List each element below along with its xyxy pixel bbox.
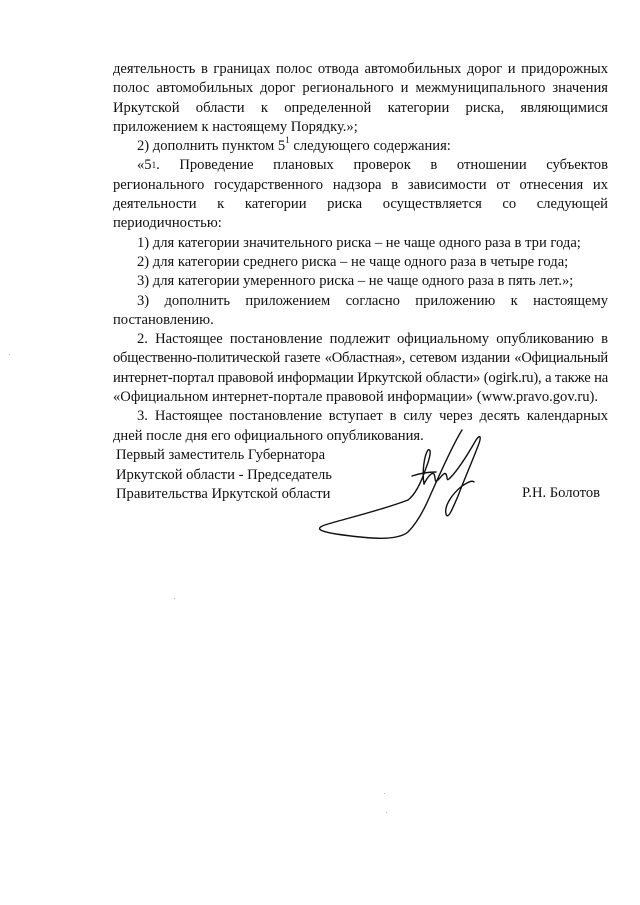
scan-speck (384, 793, 385, 794)
list-item: 1) для категории значительного риска – не чаще одного раза в три года; (137, 234, 581, 251)
text-line: интернет-портал правовой информации Иркутской области» (ogirk.ru), а также на (113, 369, 608, 386)
item-2-suffix: следующего содержания: (289, 138, 451, 155)
signatory-name: Р.Н. Болотов (522, 485, 601, 501)
scan-speck (386, 812, 387, 813)
text-line: «Официальном интернет-портале правовой информации» (www.pravo.gov.ru). (113, 389, 599, 406)
text-line: 3. Настоящее постановление вступает в силу через десять календарных (137, 408, 608, 425)
text-line: периодичностью: (113, 215, 222, 232)
text-line: постановлению. (113, 311, 214, 328)
text-line: регионального государственного надзора в зависимости от отнесения их (113, 176, 608, 193)
text-line: деятельность в границах полос отвода автомобильных дорог и придорожных (113, 61, 608, 77)
position-line: Правительства Иркутской области (116, 486, 331, 502)
signatory-position (116, 446, 332, 505)
superscript: 1 (285, 135, 290, 146)
scan-speck (9, 354, 10, 355)
item-2-line (113, 137, 608, 156)
list-item: 2) для категории среднего риска – не чаще одного раза в четыре года; (137, 253, 569, 270)
list-item: 3) для категории умеренного риска – не чаще одного раза в пять лет.»; (137, 273, 574, 290)
document-body (113, 60, 608, 446)
quoted-para-first-line: «5 $^1$ . Проведение плановых проверок в отношении субъектов (113, 156, 608, 175)
text-line: 2. Настоящее постановление подлежит официальному опубликованию в (137, 331, 608, 348)
position-line: Первый заместитель Губернатора (116, 447, 326, 463)
text-line: Иркутской области к определенной категории риска, являющимися (113, 99, 608, 116)
text-line: приложением к настоящему Порядку.»; (113, 118, 358, 135)
scan-speck (174, 598, 175, 599)
text-line: 3) дополнить приложением согласно приложению к настоящему (137, 292, 608, 309)
text-line: дней после дня его официального опубликования. (113, 427, 424, 444)
text-line: полос автомобильных дорог регионального и межмуниципального значения (113, 80, 608, 97)
text-line: общественно-политической газете «Областная», сетевом издании «Официальный (113, 350, 608, 367)
text-line: деятельности к категории риска осуществляется со следующей (113, 196, 608, 213)
quote-open: «5 (137, 157, 152, 174)
item-2-text: 2) дополнить пунктом 5 (137, 138, 286, 155)
handwritten-signature (312, 428, 512, 548)
text-line: . Проведение плановых проверок в отношении субъектов (156, 157, 608, 174)
position-line: Иркутской области - Председатель (116, 466, 332, 483)
